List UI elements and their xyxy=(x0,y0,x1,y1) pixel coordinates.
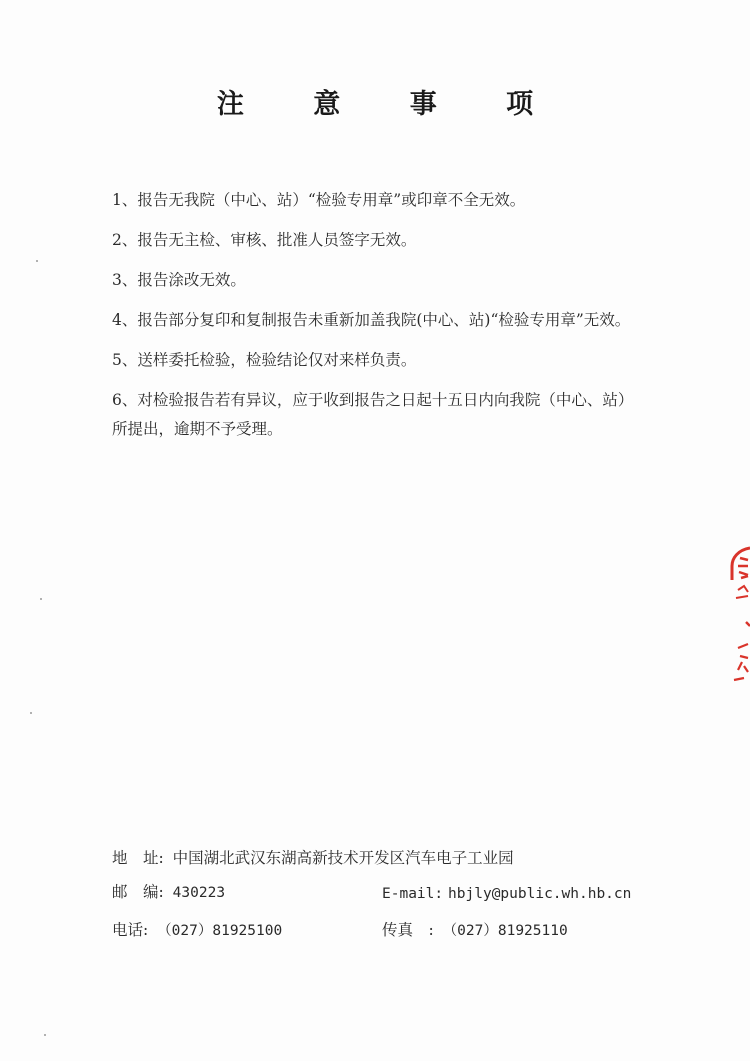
scan-speck xyxy=(44,1034,46,1036)
zip-value: 430223 xyxy=(172,885,226,901)
scan-speck xyxy=(36,260,38,262)
address-value: 中国湖北武汉东湖高新技术开发区汽车电子工业园 xyxy=(172,849,514,867)
email-row xyxy=(382,884,631,902)
email-value: hbjly@public.wh.hb.cn xyxy=(448,886,632,902)
note-item-5: 5、送样委托检验，检验结论仅对来样负责。 xyxy=(112,351,417,369)
note-item-1: 1、报告无我院（中心、站）“检验专用章”或印章不全无效。 xyxy=(112,191,526,209)
scan-speck xyxy=(40,598,42,600)
note-item-2: 2、报告无主检、审核、批准人员签字无效。 xyxy=(112,231,417,249)
fax-row xyxy=(382,918,568,940)
phone-value: （027）81925100 xyxy=(157,923,283,939)
address-row xyxy=(112,846,514,868)
zip-row xyxy=(112,880,225,902)
zip-label: 邮 编: xyxy=(112,883,164,901)
email-label: E-mail: xyxy=(382,886,444,902)
scan-speck xyxy=(30,712,32,714)
fax-value: （027）81925110 xyxy=(442,923,568,939)
phone-row xyxy=(112,918,282,940)
note-item-4: 4、报告部分复印和复制报告未重新加盖我院(中心、站)“检验专用章”无效。 xyxy=(112,311,631,329)
address-label: 地 址: xyxy=(112,849,164,867)
note-item-3: 3、报告涂改无效。 xyxy=(112,271,246,289)
seal-fragment-icon xyxy=(720,540,750,690)
page-title: 注 意 事 项 xyxy=(216,89,564,120)
phone-label: 电话: xyxy=(112,921,149,939)
fax-label: 传真 : xyxy=(382,921,434,939)
note-item-6: 6、对检验报告若有异议，应于收到报告之日起十五日内向我院（中心、站）所提出，逾期不予受理。 xyxy=(112,391,634,438)
notes-list xyxy=(112,186,644,455)
